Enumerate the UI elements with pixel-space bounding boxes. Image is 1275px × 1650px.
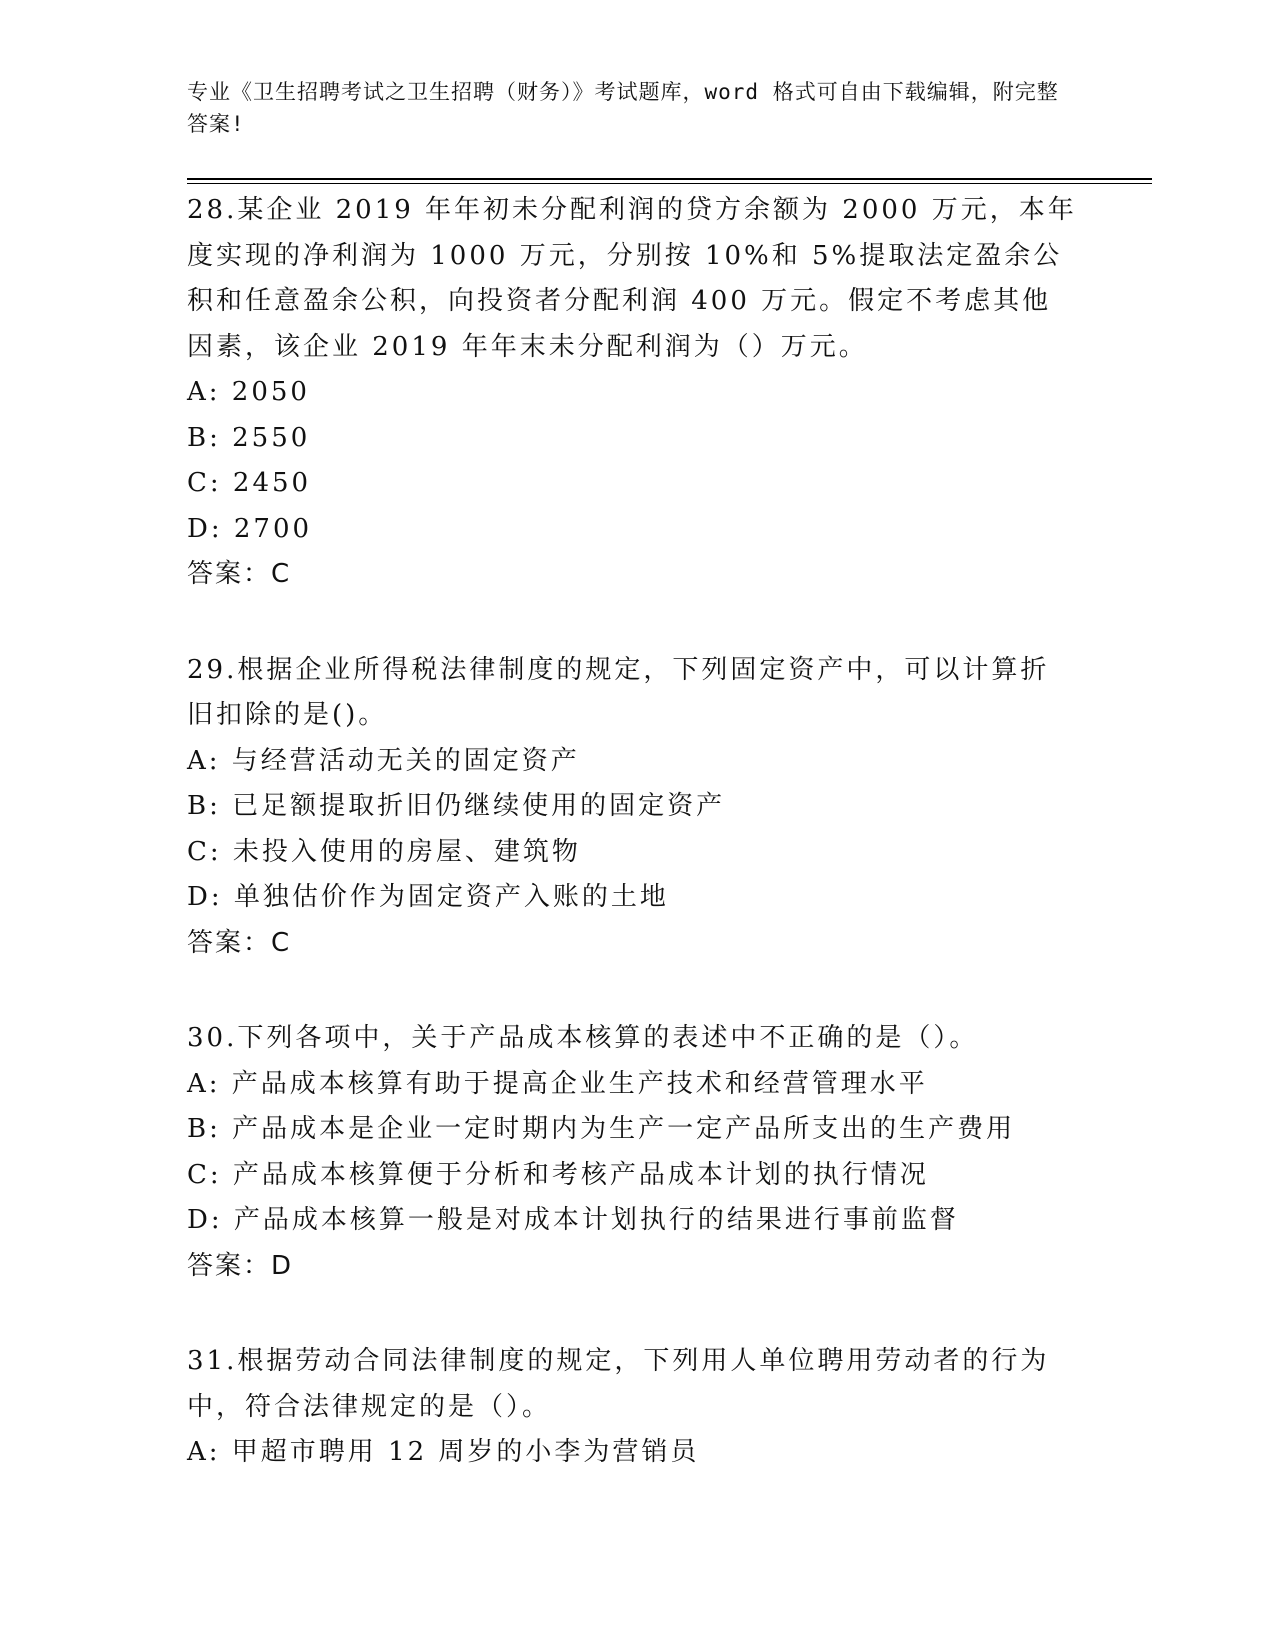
question-stem: 29.根据企业所得税法律制度的规定，下列固定资产中，可以计算折旧扣除的是()。 <box>187 654 1050 730</box>
option-b: B: 2550 <box>187 422 311 453</box>
question-stem: 28.某企业 2019 年年初未分配利润的贷方余额为 2000 万元，本年度实现的净利润为 1000 万元，分别按 10%和 5%提取法定盈余公积和任意盈余公积，向投资者分配利润 400 万元。假定不考虑其他因素，该企业 2019 年年末未分配利润为（）万元。 <box>187 195 1077 362</box>
option-c: C: 未投入使用的房屋、建筑物 <box>187 836 581 867</box>
option-d: D: 产品成本核算一般是对成本计划执行的结果进行事前监督 <box>187 1205 959 1235</box>
question-31 <box>187 1339 1087 1476</box>
document-header: 专业《卫生招聘考试之卫生招聘（财务）》考试题库，word 格式可自由下载编辑，附完整答案! <box>187 80 1059 136</box>
question-stem: 31.根据劳动合同法律制度的规定，下列用人单位聘用劳动者的行为中，符合法律规定的是（）。 <box>187 1346 1050 1422</box>
answer-line: 答案：D <box>187 1250 294 1281</box>
option-a: A: 与经营活动无关的固定资产 <box>187 745 580 776</box>
header-divider-thick <box>187 178 1152 180</box>
option-a: A: 2050 <box>187 377 310 407</box>
question-30 <box>187 1016 1087 1289</box>
option-b: B: 已足额提取折旧仍继续使用的固定资产 <box>187 791 726 821</box>
option-c: C: 产品成本核算便于分析和考核产品成本计划的执行情况 <box>187 1159 929 1190</box>
option-b: B: 产品成本是企业一定时期内为生产一定产品所支出的生产费用 <box>187 1114 1016 1144</box>
option-d: D: 2700 <box>187 513 313 544</box>
option-d: D: 单独估价作为固定资产入账的土地 <box>187 882 669 912</box>
question-28 <box>187 188 1087 598</box>
answer-line: 答案：C <box>187 559 292 589</box>
question-29 <box>187 648 1087 967</box>
header-divider-thin <box>187 183 1152 184</box>
question-stem: 30.下列各项中，关于产品成本核算的表述中不正确的是（）。 <box>187 1023 979 1053</box>
option-c: C: 2450 <box>187 468 312 498</box>
question-list <box>187 188 1087 1526</box>
answer-line: 答案：C <box>187 927 292 958</box>
option-a: A: 产品成本核算有助于提高企业生产技术和经营管理水平 <box>187 1068 928 1099</box>
option-a: A: 甲超市聘用 12 周岁的小李为营销员 <box>187 1437 700 1467</box>
